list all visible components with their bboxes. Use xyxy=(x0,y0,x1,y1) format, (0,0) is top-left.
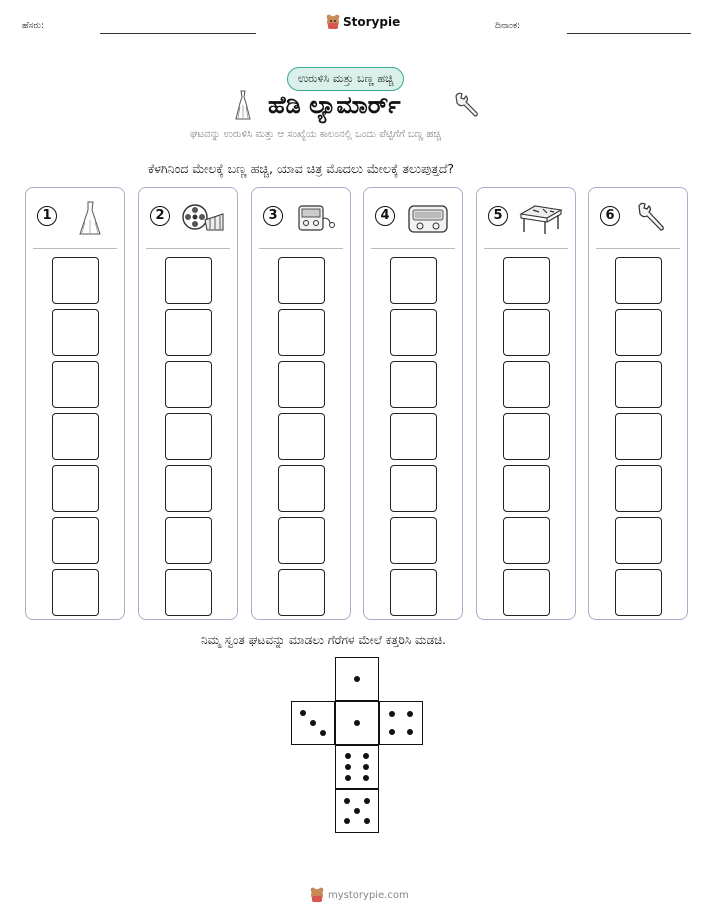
bear-icon xyxy=(326,14,340,30)
color-box[interactable] xyxy=(615,257,662,304)
color-box[interactable] xyxy=(278,361,325,408)
die-pip xyxy=(345,775,351,781)
die-pip xyxy=(354,676,360,682)
die-face-5 xyxy=(335,789,379,833)
die-pip xyxy=(363,753,369,759)
die-pip xyxy=(364,798,370,804)
column-divider xyxy=(371,248,455,249)
subtitle: ಘಟವನ್ನು ಉರುಳಿಸಿ ಮತ್ತು ಆ ಸಂಖ್ಯೆಯ ಕಾಲಂನಲ್ಲಿ ಒಂದು ಪೆಟ್ಟಿಗೆಗೆ ಬಣ್ಣ ಹಚ್ಚಿ xyxy=(190,129,442,140)
footer-url[interactable]: mystorypie.com xyxy=(328,889,409,901)
footer xyxy=(310,887,409,903)
column-5 xyxy=(476,187,576,620)
color-box[interactable] xyxy=(390,257,437,304)
color-box[interactable] xyxy=(390,413,437,460)
wrench-icon xyxy=(452,90,482,120)
color-box[interactable] xyxy=(503,569,550,616)
column-divider xyxy=(33,248,117,249)
color-box[interactable] xyxy=(615,465,662,512)
color-box[interactable] xyxy=(52,309,99,356)
die-face-4 xyxy=(379,701,423,745)
date-label: ದಿನಾಂಕ: xyxy=(495,21,521,31)
column-divider xyxy=(596,248,680,249)
die-face-3 xyxy=(291,701,335,745)
die-pip xyxy=(389,729,395,735)
color-box[interactable] xyxy=(165,569,212,616)
die-face-1-center xyxy=(335,701,379,745)
color-box[interactable] xyxy=(503,517,550,564)
film-reel-icon xyxy=(179,200,227,236)
color-box[interactable] xyxy=(390,465,437,512)
bear-icon xyxy=(310,887,324,903)
column-number: 2 xyxy=(150,206,170,226)
die-pip xyxy=(345,753,351,759)
color-box[interactable] xyxy=(165,309,212,356)
color-box[interactable] xyxy=(52,517,99,564)
color-box[interactable] xyxy=(503,413,550,460)
die-pip xyxy=(310,720,316,726)
column-4 xyxy=(363,187,463,620)
die-pip xyxy=(344,818,350,824)
gown-icon xyxy=(66,200,114,236)
vintage-radio-icon xyxy=(404,200,452,236)
name-label: ಹೆಸರು: xyxy=(22,21,45,31)
column-6 xyxy=(588,187,688,620)
color-box[interactable] xyxy=(615,309,662,356)
die-pip xyxy=(363,764,369,770)
color-box[interactable] xyxy=(165,257,212,304)
column-number: 5 xyxy=(488,206,508,226)
column-divider xyxy=(259,248,343,249)
brand-name: Storypie xyxy=(343,15,401,29)
color-box[interactable] xyxy=(615,517,662,564)
column-number: 6 xyxy=(600,206,620,226)
die-pip xyxy=(364,818,370,824)
color-box[interactable] xyxy=(52,361,99,408)
workbench-icon xyxy=(517,200,565,236)
die-pip xyxy=(320,730,326,736)
color-box[interactable] xyxy=(52,569,99,616)
question: ಕೆಳಗಿನಿಂದ ಮೇಲಕ್ಕೆ ಬಣ್ಣ ಹಚ್ಚಿ, ಯಾವ ಚಿತ್ರ ಮೊದಲು ಮೇಲಕ್ಕೆ ತಲುಪುತ್ತದೆ? xyxy=(148,161,455,176)
color-box[interactable] xyxy=(503,309,550,356)
color-box[interactable] xyxy=(615,569,662,616)
color-box[interactable] xyxy=(390,361,437,408)
color-box[interactable] xyxy=(52,413,99,460)
column-number: 4 xyxy=(375,206,395,226)
column-1 xyxy=(25,187,125,620)
column-divider xyxy=(484,248,568,249)
die-pip xyxy=(407,729,413,735)
color-box[interactable] xyxy=(165,413,212,460)
name-line[interactable] xyxy=(100,33,256,34)
cut-instruction: ನಿಮ್ಮ ಸ್ವಂತ ಘಟವನ್ನು ಮಾಡಲು ಗೆರೆಗಳ ಮೇಲೆ ಕತ್ತರಿಸಿ ಮಡಚಿ. xyxy=(201,633,446,647)
color-box[interactable] xyxy=(278,257,325,304)
die-pip xyxy=(363,775,369,781)
color-box[interactable] xyxy=(278,309,325,356)
die-pip xyxy=(407,711,413,717)
color-box[interactable] xyxy=(615,361,662,408)
color-box[interactable] xyxy=(165,465,212,512)
color-box[interactable] xyxy=(165,361,212,408)
color-box[interactable] xyxy=(52,465,99,512)
page-title: ಹೆಡಿ ಲ್ಯಾಮಾರ್ರ್ xyxy=(268,91,401,119)
column-number: 1 xyxy=(37,206,57,226)
column-divider xyxy=(146,248,230,249)
die-pip xyxy=(354,808,360,814)
color-box[interactable] xyxy=(278,517,325,564)
gown-icon xyxy=(234,89,252,121)
column-3 xyxy=(251,187,351,620)
date-line[interactable] xyxy=(567,33,691,34)
color-box[interactable] xyxy=(390,569,437,616)
die-pip xyxy=(354,720,360,726)
color-box[interactable] xyxy=(278,413,325,460)
color-box[interactable] xyxy=(52,257,99,304)
column-number: 3 xyxy=(263,206,283,226)
color-box[interactable] xyxy=(278,465,325,512)
wrench-icon xyxy=(629,200,677,236)
color-box[interactable] xyxy=(390,517,437,564)
color-box[interactable] xyxy=(503,361,550,408)
color-box[interactable] xyxy=(615,413,662,460)
color-box[interactable] xyxy=(503,465,550,512)
die-face-6 xyxy=(335,745,379,789)
die-face-1 xyxy=(335,657,379,701)
die-pip xyxy=(300,710,306,716)
color-box[interactable] xyxy=(503,257,550,304)
die-pip xyxy=(345,764,351,770)
activity-badge: ಉರುಳಿಸಿ ಮತ್ತು ಬಣ್ಣ ಹಚ್ಚಿ xyxy=(287,67,404,91)
die-pip xyxy=(344,798,350,804)
radio-device-icon xyxy=(292,200,340,236)
brand-logo xyxy=(326,14,400,30)
color-box[interactable] xyxy=(278,569,325,616)
column-2 xyxy=(138,187,238,620)
die-pip xyxy=(389,711,395,717)
color-box[interactable] xyxy=(390,309,437,356)
color-box[interactable] xyxy=(165,517,212,564)
